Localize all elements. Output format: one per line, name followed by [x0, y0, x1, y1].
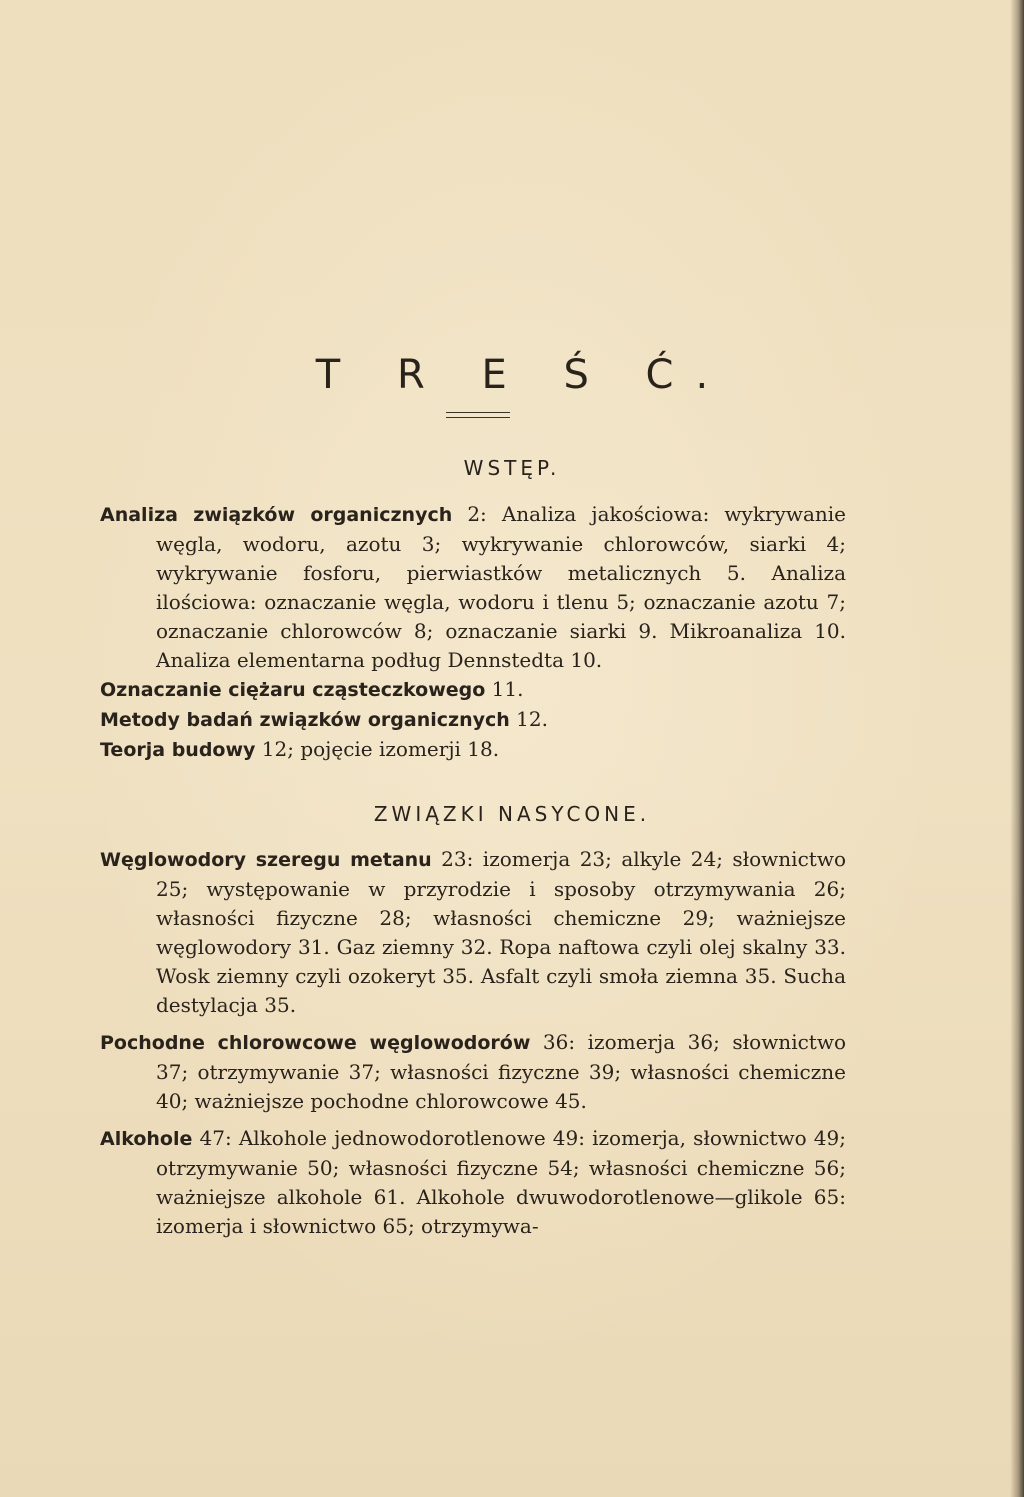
title-double-rule — [446, 412, 510, 418]
toc-entry — [100, 735, 846, 765]
toc-entry — [100, 705, 846, 735]
toc-entry — [100, 845, 846, 1020]
page-title: T R E Ś Ć. — [315, 352, 731, 398]
section-entries-zwiazki-nasycone — [100, 845, 846, 1241]
toc-entry-text: 36: izomerja 36; słownictwo 37; otrzymywanie 37; własności fizyczne 39; własności chemiczne 40; ważniejsze pochodne chlorowcowe 45. — [156, 1030, 846, 1113]
section-entries-wstep — [100, 500, 846, 765]
toc-entry-text: 12; pojęcie izomerji 18. — [255, 737, 500, 761]
toc-entry — [100, 500, 846, 675]
toc-entry — [100, 1028, 846, 1116]
section-heading-zwiazki-nasycone: ZWIĄZKI NASYCONE. — [373, 802, 651, 826]
toc-entry-lead: Metody badań związków organicznych — [100, 709, 510, 731]
toc-entry-lead: Oznaczanie ciężaru cząsteczkowego — [100, 679, 486, 701]
page-edge-shadow — [1010, 0, 1024, 1497]
toc-entry — [100, 675, 846, 705]
toc-entry-text: 12. — [509, 707, 548, 731]
toc-entry-text: 2: Analiza jakościowa: wykrywanie węgla, wodoru, azotu 3; wykrywanie chlorowców, siarki 4; wykrywanie fosforu, pierwiastków metalicznych 5. Analiza ilościowa: oznaczanie węgla, wodoru i tlenu 5; oznaczanie azotu 7; oznaczanie chlorowców 8; oznaczanie siarki 9. Mikroanaliza 10. Analiza elementarna podług Dennstedta 10. — [156, 502, 846, 672]
toc-entry-text: 11. — [485, 677, 524, 701]
toc-entry-text: 47: Alkohole jednowodorotlenowe 49: izomerja, słownictwo 49; otrzymywanie 50; własności fizyczne 54; własności chemiczne 56; ważniejsze alkohole 61. Alkohole dwuwodorotlenowe—glikole 65: izomerja i słownictwo 65; otrzymywa- — [156, 1126, 846, 1238]
toc-entry-lead: Pochodne chlorowcowe węglowodorów — [100, 1032, 531, 1054]
toc-entry-lead: Analiza związków organicznych — [100, 504, 453, 526]
toc-entry-lead: Teorja budowy — [100, 739, 256, 761]
toc-entry-lead: Alkohole — [100, 1128, 193, 1150]
toc-entry — [100, 1124, 846, 1241]
toc-entry-text: 23: izomerja 23; alkyle 24; słownictwo 25; występowanie w przyrodzie i sposoby otrzymywania 26; własności fizyczne 28; własności chemiczne 29; ważniejsze węglowodory 31. Gaz ziemny 32. Ropa naftowa czyli olej skalny 33. Wosk ziemny czyli ozokeryt 35. Asfalt czyli smoła ziemna 35. Sucha destylacja 35. — [156, 847, 846, 1017]
section-heading-wstep: WSTĘP. — [463, 456, 561, 480]
toc-entry-lead: Węglowodory szeregu metanu — [100, 849, 432, 871]
